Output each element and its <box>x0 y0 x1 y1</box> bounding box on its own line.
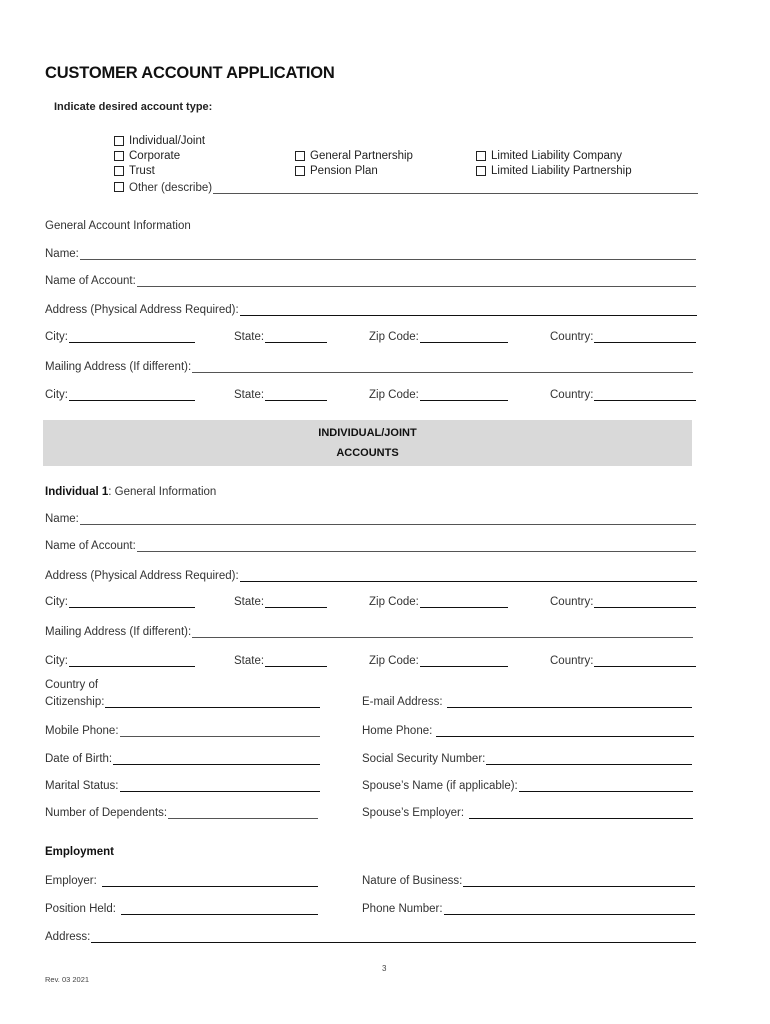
general-mailing-city-field[interactable] <box>45 385 195 401</box>
general-mailing-zip-field[interactable] <box>369 385 508 401</box>
individual-mailing-field[interactable] <box>45 622 693 638</box>
dependents-field[interactable] <box>45 803 318 819</box>
field-label: Zip Code: <box>369 331 419 343</box>
checkbox[interactable] <box>476 151 486 161</box>
field-line[interactable] <box>80 247 696 260</box>
option-label: Pension Plan <box>310 165 378 177</box>
field-line[interactable] <box>420 388 508 401</box>
ssn-field[interactable] <box>362 749 692 765</box>
general-city-field[interactable] <box>45 327 195 343</box>
field-line[interactable] <box>192 360 693 373</box>
phone-number-field[interactable] <box>362 899 695 915</box>
field-label: State: <box>234 655 265 667</box>
field-line[interactable] <box>447 695 692 708</box>
field-label: Mailing Address (If different): <box>45 626 192 638</box>
field-label: Country: <box>550 389 594 401</box>
field-label: City: <box>45 389 68 401</box>
field-label: Home Phone: <box>362 725 433 737</box>
field-line[interactable] <box>91 930 696 943</box>
checkbox[interactable] <box>114 182 124 192</box>
checkbox[interactable] <box>114 136 124 146</box>
field-label: City: <box>45 655 68 667</box>
date-of-birth-field[interactable] <box>45 749 320 765</box>
field-label: City: <box>45 331 68 343</box>
individual-country-field[interactable] <box>550 592 696 608</box>
checkbox[interactable] <box>295 166 305 176</box>
option-pension-plan[interactable] <box>295 164 378 178</box>
field-label: Country: <box>550 596 594 608</box>
option-corporate[interactable] <box>114 149 180 163</box>
individual-zip-field[interactable] <box>369 592 508 608</box>
general-zip-field[interactable] <box>369 327 508 343</box>
general-state-field[interactable] <box>234 327 327 343</box>
field-label: E-mail Address: <box>362 696 443 708</box>
banner-line-1: INDIVIDUAL/JOINT <box>318 427 417 439</box>
field-line[interactable] <box>113 752 320 765</box>
field-label: Nature of Business: <box>362 875 463 887</box>
checkbox[interactable] <box>476 166 486 176</box>
option-trust[interactable] <box>114 164 155 178</box>
field-label: Address (Physical Address Required): <box>45 570 239 582</box>
field-label: Country: <box>550 331 594 343</box>
option-llp[interactable] <box>476 164 632 178</box>
field-line[interactable] <box>486 752 692 765</box>
field-line[interactable] <box>121 902 318 915</box>
field-line[interactable] <box>105 695 320 708</box>
field-line[interactable] <box>463 874 695 887</box>
general-info-heading: General Account Information <box>45 220 191 232</box>
field-line[interactable] <box>69 388 195 401</box>
field-label: City: <box>45 596 68 608</box>
banner-text <box>298 423 438 463</box>
mobile-phone-field[interactable] <box>45 721 320 737</box>
option-label: Other (describe) <box>129 182 213 194</box>
option-label: General Partnership <box>310 150 413 162</box>
individual-heading-rest: : General Information <box>108 486 217 498</box>
marital-status-field[interactable] <box>45 776 320 792</box>
field-line[interactable] <box>420 654 508 667</box>
individual-account-name-field[interactable] <box>45 536 696 552</box>
field-label: Spouse’s Name (if applicable): <box>362 780 518 792</box>
field-line[interactable] <box>168 806 318 819</box>
field-label: Mailing Address (If different): <box>45 361 192 373</box>
account-type-prompt: Indicate desired account type: <box>54 101 213 113</box>
general-address-field[interactable] <box>45 300 697 316</box>
field-label: Name of Account: <box>45 540 136 552</box>
individual-mailing-state-field[interactable] <box>234 651 327 667</box>
field-line[interactable] <box>137 274 696 287</box>
individual-heading-bold: Individual 1 <box>45 486 109 498</box>
citizenship-label-line-1: Country of <box>45 679 99 691</box>
individual-address-field[interactable] <box>45 566 697 582</box>
option-label: Limited Liability Partnership <box>491 165 632 177</box>
general-mailing-country-field[interactable] <box>550 385 696 401</box>
spouse-employer-field[interactable] <box>362 803 693 819</box>
general-name-field[interactable] <box>45 244 696 260</box>
employer-field[interactable] <box>45 871 318 887</box>
banner-line-2: ACCOUNTS <box>336 447 399 459</box>
individual-state-field[interactable] <box>234 592 327 608</box>
option-label: Trust <box>129 165 155 177</box>
home-phone-field[interactable] <box>362 721 694 737</box>
field-line[interactable] <box>420 595 508 608</box>
field-label: Name: <box>45 248 79 260</box>
field-label: State: <box>234 596 265 608</box>
option-llc[interactable] <box>476 149 622 163</box>
field-line[interactable] <box>436 724 694 737</box>
field-line[interactable] <box>594 595 696 608</box>
general-account-name-field[interactable] <box>45 271 696 287</box>
option-other-describe[interactable] <box>114 178 698 194</box>
field-line[interactable] <box>69 654 195 667</box>
field-line[interactable] <box>594 654 696 667</box>
individual-mailing-city-field[interactable] <box>45 651 195 667</box>
individual-heading <box>45 486 216 498</box>
field-label: State: <box>234 331 265 343</box>
email-field[interactable] <box>362 692 692 708</box>
other-describe-line[interactable] <box>213 181 698 194</box>
field-line[interactable] <box>265 654 327 667</box>
field-line[interactable] <box>265 595 327 608</box>
general-mailing-field[interactable] <box>45 357 693 373</box>
field-line[interactable] <box>469 806 693 819</box>
option-label: Corporate <box>129 150 181 162</box>
field-label: Employer: <box>45 875 97 887</box>
field-line[interactable] <box>420 330 508 343</box>
field-line[interactable] <box>240 569 697 582</box>
employment-heading: Employment <box>45 846 115 858</box>
field-label: Zip Code: <box>369 596 419 608</box>
position-held-field[interactable] <box>45 899 318 915</box>
checkbox[interactable] <box>295 151 305 161</box>
option-individual-joint[interactable] <box>114 134 205 148</box>
citizenship-field[interactable] <box>45 692 320 708</box>
individual-mailing-zip-field[interactable] <box>369 651 508 667</box>
employment-address-field[interactable] <box>45 927 696 943</box>
field-line[interactable] <box>69 330 195 343</box>
field-label: Position Held: <box>45 903 116 915</box>
field-line[interactable] <box>594 330 696 343</box>
field-label: State: <box>234 389 265 401</box>
field-label: Social Security Number: <box>362 753 486 765</box>
individual-joint-banner <box>43 420 692 466</box>
field-label: Name of Account: <box>45 275 136 287</box>
field-label: Citizenship: <box>45 696 105 708</box>
field-line[interactable] <box>102 874 318 887</box>
field-label: Phone Number: <box>362 903 443 915</box>
field-label: Name: <box>45 513 79 525</box>
option-label: Limited Liability Company <box>491 150 623 162</box>
field-line[interactable] <box>444 902 695 915</box>
checkbox[interactable] <box>114 166 124 176</box>
field-line[interactable] <box>265 330 327 343</box>
field-label: Zip Code: <box>369 389 419 401</box>
checkbox[interactable] <box>114 151 124 161</box>
field-line[interactable] <box>69 595 195 608</box>
field-line[interactable] <box>120 779 321 792</box>
field-line[interactable] <box>137 539 696 552</box>
field-label: Country: <box>550 655 594 667</box>
individual-city-field[interactable] <box>45 592 195 608</box>
field-line[interactable] <box>192 625 693 638</box>
general-country-field[interactable] <box>550 327 696 343</box>
general-mailing-state-field[interactable] <box>234 385 327 401</box>
option-general-partnership[interactable] <box>295 149 413 163</box>
field-label: Address (Physical Address Required): <box>45 304 239 316</box>
field-label: Date of Birth: <box>45 753 113 765</box>
nature-of-business-field[interactable] <box>362 871 695 887</box>
field-line[interactable] <box>594 388 696 401</box>
option-label: Individual/Joint <box>129 135 206 147</box>
field-label: Address: <box>45 931 91 943</box>
field-label: Mobile Phone: <box>45 725 119 737</box>
field-line[interactable] <box>265 388 327 401</box>
field-line[interactable] <box>240 303 697 316</box>
field-label: Spouse’s Employer: <box>362 807 465 819</box>
spouse-name-field[interactable] <box>362 776 693 792</box>
field-label: Zip Code: <box>369 655 419 667</box>
field-label: Number of Dependents: <box>45 807 168 819</box>
individual-name-field[interactable] <box>45 509 696 525</box>
field-label: Marital Status: <box>45 780 119 792</box>
field-line[interactable] <box>120 724 320 737</box>
individual-mailing-country-field[interactable] <box>550 651 696 667</box>
revision-label: Rev. 03 2021 <box>45 975 90 984</box>
field-line[interactable] <box>519 779 693 792</box>
page-title: CUSTOMER ACCOUNT APPLICATION <box>45 64 335 82</box>
field-line[interactable] <box>80 512 696 525</box>
page-number: 3 <box>382 964 387 973</box>
